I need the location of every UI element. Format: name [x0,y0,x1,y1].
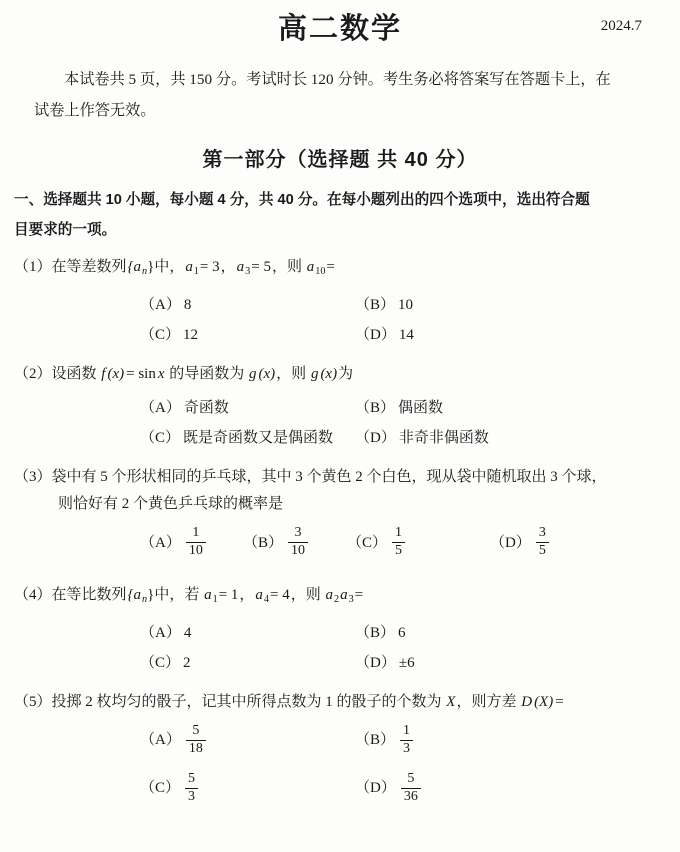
denominator: 5 [536,542,549,559]
denominator: 5 [392,542,405,559]
exam-instructions [34,64,646,126]
question-2-text-d: 为 [338,365,354,382]
option-label: （C） [347,534,388,551]
fraction [186,724,206,757]
option-value: 14 [398,326,414,343]
q1-comma1: ， [220,259,236,275]
option-value: 既是奇函数又是偶函数 [183,429,334,446]
q4-comma1: ， [239,586,255,603]
instructions-line-1: 本试卷共 5 页，共 150 分。考试时长 120 分钟。考生务必将答案写在答题卡上，在 [64,71,611,88]
option-label: （B） [243,534,284,551]
option-3-B[interactable] [243,524,310,560]
option-value: 12 [183,326,199,343]
option-label: （A） [140,296,181,313]
sequence-close: }中，若 [147,586,204,603]
option-2-C[interactable] [140,425,333,451]
instructions-line-2: 试卷上作答无效。 [34,102,156,119]
question-2-number: （2） [14,365,52,382]
q4-eq1: = 1 [218,586,239,603]
q4-eq3: = [354,586,364,603]
section-instruction-line-1: 一、选择题共 10 小题，每小题 4 分，共 40 分。在每小题列出的四个选项中，选出符合题 [14,192,590,208]
question-4-options [0,620,680,680]
q4-var3b: a [340,586,348,603]
q2-f-eq: = sin [126,365,156,382]
denominator: 18 [186,740,206,757]
option-4-A[interactable] [140,620,191,646]
q4-sub3a: 2 [333,593,340,605]
denominator: 36 [401,788,421,805]
q4-eq2: = 4 [270,586,290,603]
option-label: （D） [355,326,396,343]
q2-f-arg: (x) [107,365,125,382]
numerator: 1 [395,524,403,540]
denominator: 10 [288,542,308,559]
question-5-text-a: 投掷 2 枚均匀的骰子，记其中所得点数为 1 的骰子的个数为 [51,693,446,710]
sequence-subscript: n [142,265,148,277]
q1-eq3: = [326,259,335,275]
question-2 [0,361,680,455]
q2-g2-arg: (x) [320,365,338,382]
option-label: （C） [140,326,181,343]
option-label: （A） [140,624,181,641]
sequence-close: }中， [147,259,185,275]
option-3-C[interactable] [347,524,407,560]
option-value: 6 [398,624,406,641]
exam-date: 2024.7 [600,18,642,34]
option-4-D[interactable] [355,650,415,676]
part-heading: 第一部分（选择题 共 40 分） [202,149,478,171]
q4-var2: a [255,586,263,603]
q1-sub3: 10 [315,265,326,277]
question-4-stem [14,582,680,613]
q5-varX: X [446,693,456,710]
question-3 [0,464,680,573]
option-label: （C） [140,429,181,446]
option-5-C[interactable] [140,770,200,806]
q2-g-arg: (x) [258,365,276,382]
question-3-stem [14,464,680,518]
question-5-number: （5） [14,693,52,710]
numerator: 5 [407,770,415,786]
numerator: 5 [192,722,200,738]
numerator: 1 [192,524,200,540]
option-row [0,425,680,455]
question-1 [0,254,680,352]
option-value: 2 [183,654,191,671]
option-value: 非奇非偶函数 [398,429,489,446]
option-label: （B） [355,399,396,416]
numerator: 3 [294,524,302,540]
numerator: 3 [538,524,546,540]
q2-f: f [101,365,106,382]
question-2-options [0,395,680,455]
question-1-text: 在等差数列 [51,259,127,275]
option-value: 4 [183,624,192,641]
question-2-text-b: 的导函数为 [165,365,249,382]
option-1-D[interactable] [355,322,414,348]
q1-var2: a [236,259,245,275]
fraction [288,526,308,559]
option-row [0,771,680,819]
option-label: （A） [140,732,181,749]
option-label: （C） [140,780,181,797]
question-4-text: 在等比数列 [51,586,127,603]
option-5-D[interactable] [355,770,423,806]
option-row [0,620,680,650]
q4-sub3b: 3 [348,593,354,605]
option-3-A[interactable] [140,524,208,560]
sequence-symbol: {a [127,259,142,275]
question-5 [0,689,680,819]
option-value: 奇函数 [183,399,229,416]
option-1-C[interactable] [140,322,198,348]
option-label: （D） [355,429,396,446]
option-row [0,650,680,680]
option-row [0,525,680,573]
option-row [0,723,680,771]
numerator: 1 [403,722,411,738]
q1-var3: a [306,259,315,275]
page-title: 高二数学 [277,13,402,45]
sequence-symbol: {a [127,586,142,603]
question-3-options [0,525,680,573]
option-value: 偶函数 [398,399,444,416]
section-instruction [14,185,666,245]
question-4-number: （4） [14,586,52,603]
fraction [392,526,405,559]
option-3-D[interactable] [490,524,551,560]
q2-g: g [249,365,257,382]
denominator: 10 [186,542,206,559]
page-header [0,0,680,52]
option-label: （C） [140,654,181,671]
option-4-B[interactable] [355,620,406,646]
option-label: （B） [355,296,396,313]
numerator: 5 [188,770,196,786]
denominator: 3 [185,788,198,805]
fraction [536,526,549,559]
q1-var1: a [185,259,193,275]
question-1-number: （1） [14,259,52,275]
option-1-B[interactable] [355,292,413,318]
option-value: ±6 [398,654,415,671]
question-3-line-2: 则恰好有 2 个黄色乒乓球的概率是 [58,495,284,512]
question-4 [0,582,680,680]
option-5-B[interactable] [355,722,415,758]
option-2-B[interactable] [355,395,443,421]
q4-sub2: 4 [263,593,269,605]
q2-g2: g [310,365,319,382]
option-label: （D） [355,654,396,671]
option-row [0,322,680,352]
option-4-C[interactable] [140,650,191,676]
q4-var1: a [204,586,212,603]
option-2-A[interactable] [140,395,229,421]
q4-comma2: ，则 [290,586,325,603]
fraction [401,772,421,805]
q2-f-x: x [157,365,165,382]
question-1-stem [14,254,680,285]
fraction [400,724,413,757]
question-3-line-1: 袋中有 5 个形状相同的乒乓球，其中 3 个黄色 2 个白色，现从袋中随机取出 3 个球， [51,468,607,485]
q4-var3a: a [325,586,333,603]
option-value: 10 [398,296,414,313]
question-3-number: （3） [14,468,52,485]
question-5-options [0,723,680,819]
q1-comma2: ，则 [271,259,306,275]
q1-eq2: = 5 [251,259,271,275]
q5-D-eq: = [555,693,564,710]
option-label: （B） [355,732,396,749]
q5-D: D [521,693,533,710]
q5-D-arg: (X) [534,693,554,710]
question-5-stem [14,689,680,716]
denominator: 3 [400,740,413,757]
option-5-A[interactable] [140,722,208,758]
fraction [186,526,206,559]
option-row [0,292,680,322]
fraction [185,772,198,805]
question-1-options [0,292,680,352]
option-2-D[interactable] [355,425,489,451]
option-label: （D） [490,534,531,551]
option-1-A[interactable] [140,292,191,318]
question-5-text-b: ，则方差 [456,693,521,710]
option-row [0,395,680,425]
option-label: （A） [140,399,181,416]
question-2-text-c: ，则 [276,365,310,382]
option-label: （A） [140,534,181,551]
option-value: 8 [183,296,192,313]
q1-sub2: 3 [245,265,251,277]
question-2-text-a: 设函数 [51,365,101,382]
q1-eq1: = 3 [199,259,220,275]
q1-sub1: 1 [193,265,199,277]
option-label: （D） [355,780,396,797]
section-instruction-line-2: 目要求的一项。 [14,222,117,238]
sequence-subscript: n [142,593,148,605]
option-label: （B） [355,624,396,641]
q4-sub1: 1 [212,593,218,605]
question-2-stem [14,361,680,388]
